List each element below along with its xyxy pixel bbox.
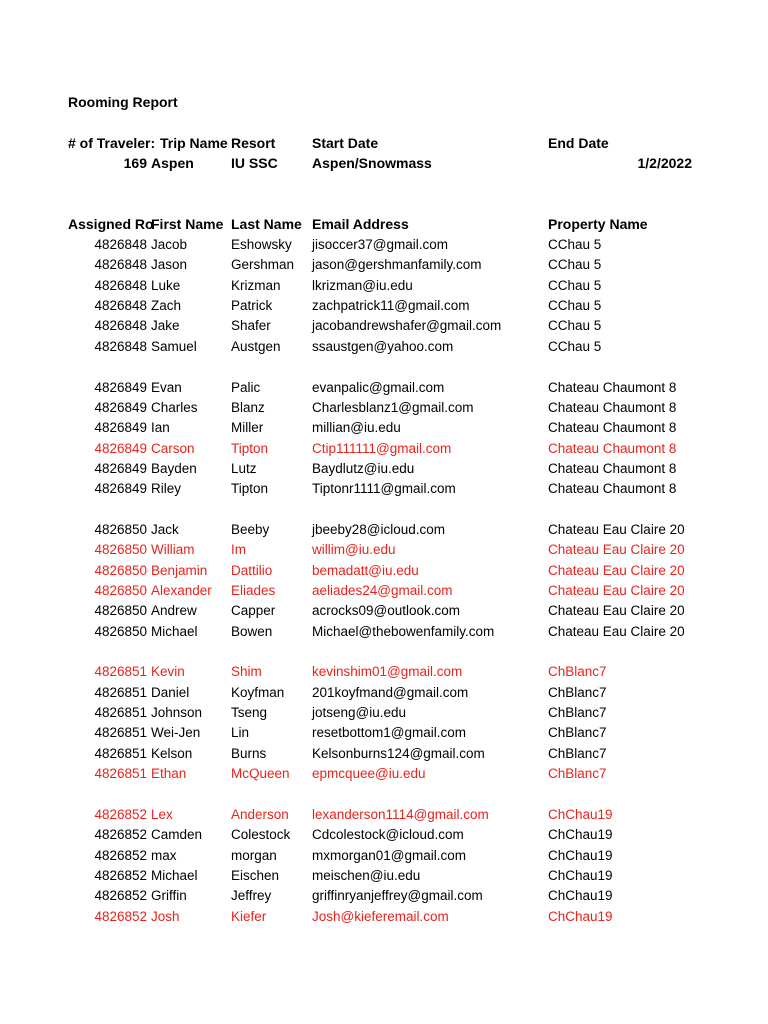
room-number: 4826850 — [94, 583, 147, 598]
property-name: Chateau Chaumont 8 — [548, 420, 677, 436]
first-name: Johnson — [151, 705, 203, 721]
property-name: ChChau19 — [548, 867, 613, 883]
email-address: Michael@thebowenfamily.com — [312, 623, 495, 639]
last-name: Bowen — [231, 623, 273, 639]
room-number: 4826851 — [94, 766, 147, 782]
last-name: Krizman — [231, 277, 281, 293]
header-label-start-date: Start Date — [312, 135, 379, 151]
room-number: 4826851 — [94, 684, 147, 700]
first-name: Camden — [151, 827, 203, 843]
column-header-email: Email Address — [312, 216, 409, 232]
email-address: griffinryanjeffrey@gmail.com — [312, 888, 483, 904]
first-name: William — [151, 542, 195, 558]
last-name: Im — [231, 542, 246, 558]
email-address: lexanderson1114@gmail.com — [312, 806, 489, 822]
email-address: Cdcolestock@icloud.com — [312, 827, 464, 843]
first-name: Griffin — [151, 888, 187, 904]
property-name: Chateau Eau Claire 20 — [548, 583, 685, 598]
email-address: Baydlutz@iu.edu — [312, 460, 415, 476]
last-name: Gershman — [231, 257, 295, 273]
first-name: Kelson — [151, 745, 193, 761]
room-number: 4826848 — [94, 298, 147, 314]
last-name: Beeby — [231, 521, 270, 537]
email-address: kevinshim01@gmail.com — [312, 664, 463, 680]
room-number: 4826852 — [94, 888, 147, 904]
last-name: Miller — [231, 420, 264, 436]
room-number: 4826849 — [94, 420, 147, 436]
property-name: Chateau Eau Claire 20 — [548, 623, 685, 639]
room-number: 4826852 — [94, 847, 147, 863]
property-name: CChau 5 — [548, 318, 602, 334]
room-number: 4826848 — [94, 257, 147, 273]
last-name: Patrick — [231, 298, 273, 314]
header-value-end-date: 1/2/2022 — [637, 155, 692, 171]
header-value-trip-name: Aspen — [151, 155, 194, 171]
first-name: Daniel — [151, 684, 190, 700]
room-number: 4826848 — [94, 338, 147, 354]
first-name: Jason — [151, 257, 188, 273]
property-name: ChBlanc7 — [548, 745, 607, 761]
first-name: Samuel — [151, 338, 197, 354]
property-name: Chateau Chaumont 8 — [548, 379, 677, 395]
email-address: 201koyfmand@gmail.com — [312, 684, 469, 700]
first-name: Michael — [151, 867, 198, 883]
header-value-travelers: 169 — [123, 155, 147, 171]
email-address: jotseng@iu.edu — [312, 705, 407, 721]
property-name: ChChau19 — [548, 888, 613, 904]
last-name: Lutz — [231, 460, 257, 476]
header-label-resort: Resort — [231, 135, 276, 151]
email-address: Josh@kieferemail.com — [312, 908, 449, 924]
header-label-end-date: End Date — [548, 135, 609, 151]
property-name: CChau 5 — [548, 237, 602, 252]
first-name: Evan — [151, 379, 182, 395]
email-address: jacobandrewshafer@gmail.com — [312, 318, 502, 334]
first-name: Jack — [151, 521, 179, 537]
first-name: Riley — [151, 481, 182, 497]
first-name: Bayden — [151, 460, 197, 476]
room-number: 4826852 — [94, 908, 147, 924]
last-name: Eshowsky — [231, 237, 292, 252]
email-address: Kelsonburns124@gmail.com — [312, 745, 485, 761]
last-name: Anderson — [231, 806, 289, 822]
email-address: jason@gershmanfamily.com — [312, 257, 482, 273]
first-name: Andrew — [151, 603, 197, 619]
last-name: Eliades — [231, 583, 276, 598]
property-name: Chateau Eau Claire 20 — [548, 521, 685, 537]
room-number: 4826851 — [94, 725, 147, 741]
first-name: Alexander — [151, 583, 212, 598]
email-address: aeliades24@gmail.com — [312, 583, 453, 598]
last-name: Tseng — [231, 705, 268, 721]
email-address: Tiptonr1111@gmail.com — [312, 481, 456, 497]
last-name: Blanz — [231, 399, 265, 415]
property-name: ChChau19 — [548, 827, 613, 843]
property-name: ChChau19 — [548, 908, 613, 924]
first-name: Wei-Jen — [151, 725, 201, 741]
header-label-travelers: # of Traveler: — [68, 135, 156, 151]
first-name: Lex — [151, 806, 173, 822]
last-name: Colestock — [231, 827, 291, 843]
property-name: Chateau Chaumont 8 — [548, 481, 677, 497]
last-name: Dattilio — [231, 562, 273, 578]
property-name: Chateau Eau Claire 20 — [548, 562, 685, 578]
column-header-assigned-room: Assigned Ro — [68, 216, 154, 232]
header-value-resort: IU SSC — [231, 155, 278, 171]
last-name: Jeffrey — [231, 888, 272, 904]
last-name: Shafer — [231, 318, 271, 334]
email-address: willim@iu.edu — [312, 542, 396, 558]
property-name: ChBlanc7 — [548, 705, 607, 721]
header-label-trip-name: Trip Name — [160, 135, 228, 151]
room-number: 4826850 — [94, 521, 147, 537]
last-name: Kiefer — [231, 908, 267, 924]
property-name: ChChau19 — [548, 806, 613, 822]
room-number: 4826851 — [94, 745, 147, 761]
email-address: epmcquee@iu.edu — [312, 766, 426, 782]
last-name: Tipton — [231, 440, 269, 456]
room-number: 4826851 — [94, 705, 147, 721]
email-address: Ctip111111@gmail.com — [312, 440, 452, 456]
property-name: ChBlanc7 — [548, 664, 607, 680]
first-name: Charles — [151, 399, 198, 415]
email-address: millian@iu.edu — [312, 420, 401, 436]
column-header-last-name: Last Name — [231, 216, 302, 232]
email-address: Charlesblanz1@gmail.com — [312, 399, 474, 415]
room-number: 4826850 — [94, 542, 147, 558]
property-name: ChBlanc7 — [548, 766, 607, 782]
property-name: Chateau Eau Claire 20 — [548, 603, 685, 619]
last-name: Palic — [231, 379, 261, 395]
property-name: CChau 5 — [548, 298, 602, 314]
last-name: Eischen — [231, 867, 280, 883]
email-address: jbeeby28@icloud.com — [312, 521, 446, 537]
email-address: zachpatrick11@gmail.com — [312, 298, 470, 314]
property-name: Chateau Chaumont 8 — [548, 399, 677, 415]
room-number: 4826852 — [94, 867, 147, 883]
column-header-first-name: First Name — [151, 216, 224, 232]
first-name: Benjamin — [151, 562, 208, 578]
email-address: mxmorgan01@gmail.com — [312, 847, 467, 863]
email-address: jisoccer37@gmail.com — [312, 237, 448, 252]
property-name: Chateau Eau Claire 20 — [548, 542, 685, 558]
column-header-property: Property Name — [548, 216, 648, 232]
last-name: Capper — [231, 603, 276, 619]
property-name: CChau 5 — [548, 257, 602, 273]
first-name: Jake — [151, 318, 180, 334]
room-number: 4826851 — [94, 664, 147, 680]
last-name: Burns — [231, 745, 267, 761]
email-address: lkrizman@iu.edu — [312, 277, 413, 293]
email-address: meischen@iu.edu — [312, 867, 421, 883]
room-number: 4826848 — [94, 237, 147, 252]
room-number: 4826849 — [94, 379, 147, 395]
email-address: evanpalic@gmail.com — [312, 379, 445, 395]
property-name: CChau 5 — [548, 338, 602, 354]
last-name: Tipton — [231, 481, 269, 497]
room-number: 4826849 — [94, 460, 147, 476]
first-name: Kevin — [151, 664, 185, 680]
first-name: max — [151, 847, 177, 863]
last-name: Shim — [231, 664, 262, 680]
room-number: 4826852 — [94, 806, 147, 822]
last-name: Austgen — [231, 338, 281, 354]
report-title: Rooming Report — [68, 94, 178, 110]
room-number: 4826849 — [94, 399, 147, 415]
last-name: morgan — [231, 847, 277, 863]
first-name: Ethan — [151, 766, 187, 782]
room-number: 4826848 — [94, 277, 147, 293]
last-name: McQueen — [231, 766, 290, 782]
room-number: 4826850 — [94, 603, 147, 619]
header-value-start-date: Aspen/Snowmass — [312, 155, 432, 171]
property-name: CChau 5 — [548, 277, 602, 293]
first-name: Luke — [151, 277, 181, 293]
room-number: 4826852 — [94, 827, 147, 843]
first-name: Josh — [151, 908, 180, 924]
room-number: 4826850 — [94, 562, 147, 578]
property-name: ChBlanc7 — [548, 725, 607, 741]
room-number: 4826850 — [94, 623, 147, 639]
room-number: 4826849 — [94, 440, 147, 456]
email-address: acrocks09@outlook.com — [312, 603, 461, 619]
first-name: Jacob — [151, 237, 188, 252]
room-number: 4826849 — [94, 481, 147, 497]
email-address: bemadatt@iu.edu — [312, 562, 419, 578]
property-name: Chateau Chaumont 8 — [548, 460, 677, 476]
email-address: resetbottom1@gmail.com — [312, 725, 467, 741]
room-number: 4826848 — [94, 318, 147, 334]
last-name: Lin — [231, 725, 250, 741]
first-name: Ian — [151, 420, 170, 436]
last-name: Koyfman — [231, 684, 285, 700]
property-name: ChBlanc7 — [548, 684, 607, 700]
property-name: ChChau19 — [548, 847, 613, 863]
first-name: Zach — [151, 298, 182, 314]
email-address: ssaustgen@yahoo.com — [312, 338, 454, 354]
first-name: Carson — [151, 440, 195, 456]
property-name: Chateau Chaumont 8 — [548, 440, 677, 456]
first-name: Michael — [151, 623, 198, 639]
